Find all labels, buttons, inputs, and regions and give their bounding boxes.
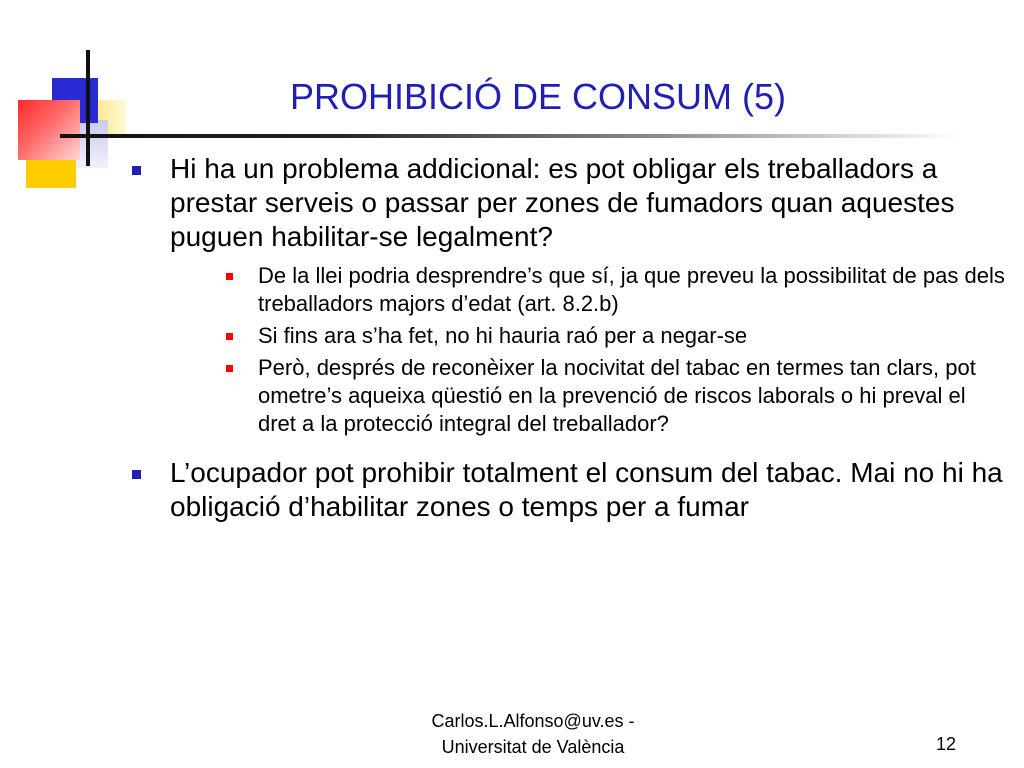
- square-bullet-icon: [132, 166, 141, 175]
- slide-content: [126, 152, 1006, 524]
- sub-bullet-text: De la llei podria desprendre’s que sí, ja que preveu la possibilitat de pas dels treballadors majors d’edat (art. 8.2.b): [258, 263, 1005, 316]
- square-bullet-icon: [226, 365, 233, 372]
- square-bullet-icon: [132, 470, 141, 479]
- slide-title: PROHIBICIÓ DE CONSUM (5): [290, 76, 787, 117]
- title-underline: [60, 134, 960, 138]
- sub-bullet-text: Si fins ara s’ha fet, no hi hauria raó per a negar-se: [258, 323, 748, 348]
- decor-vertical-line: [86, 50, 90, 166]
- bullet-item: [126, 456, 1006, 524]
- bullet-text: L’ocupador pot prohibir totalment el consum del tabac. Mai no hi ha obligació d’habilitar zones o temps per a fumar: [170, 457, 1003, 522]
- sub-bullet-item: [214, 322, 1006, 350]
- sub-bullet-text: Però, després de reconèixer la nocivitat del tabac en termes tan clars, pot ometre’s aqueixa qüestió en la prevenció de riscos laborals o hi preval el dret a la protecció integral del treballador?: [258, 355, 976, 436]
- square-bullet-icon: [226, 273, 233, 280]
- footer-institution: Universitat de València: [441, 737, 625, 757]
- bullet-text: Hi ha un problema addicional: es pot obligar els treballadors a prestar serveis o passar per zones de fumadors quan aquestes puguen habilitar-se legalment?: [170, 153, 955, 252]
- slide-footer: [420, 708, 646, 760]
- bullet-item: [126, 152, 1006, 438]
- decor-red-square: [18, 100, 80, 160]
- square-bullet-icon: [226, 333, 233, 340]
- sub-bullet-item: [214, 354, 1006, 438]
- page-number: 12: [936, 734, 957, 754]
- sub-bullet-item: [214, 262, 1006, 318]
- footer-email: Carlos.L.Alfonso@uv.es -: [431, 711, 635, 731]
- sub-bullet-list: [170, 262, 1006, 438]
